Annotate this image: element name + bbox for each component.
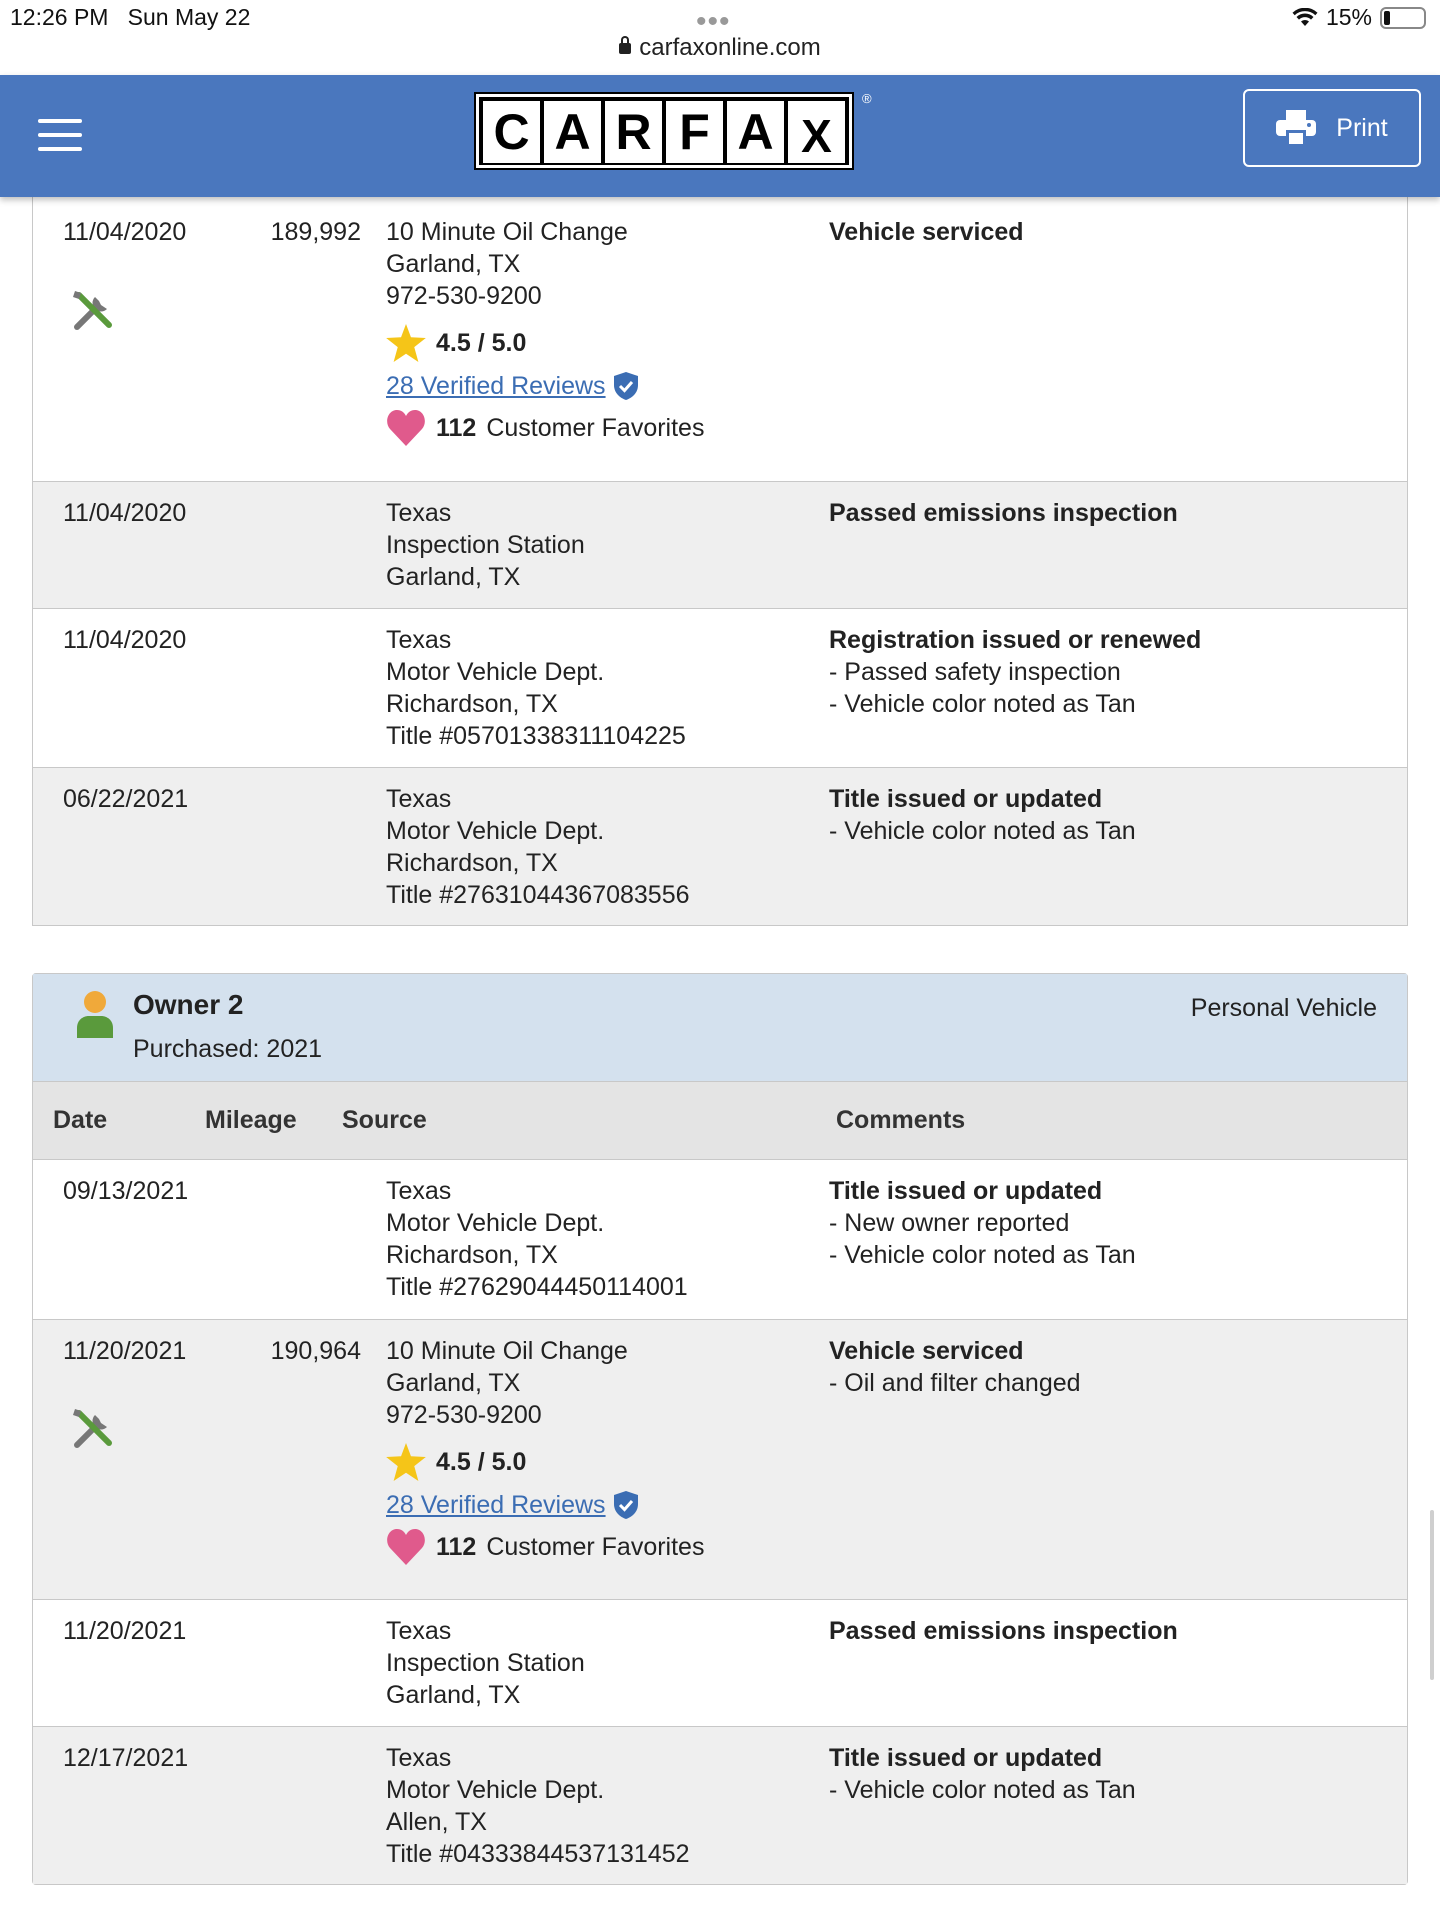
source-line: Texas: [386, 1177, 452, 1205]
star-icon: [386, 324, 426, 362]
source-line: Texas: [386, 1617, 452, 1645]
clock-date: Sun May 22: [127, 4, 251, 30]
record-source: [386, 783, 690, 911]
record-source: [386, 1175, 688, 1303]
customer-favorites: [386, 1529, 704, 1565]
battery-level: [1384, 11, 1390, 25]
record-date: 11/04/2020: [63, 626, 187, 654]
source-line: Title #04333844537131452: [386, 1840, 690, 1868]
customer-favorites: [386, 410, 704, 446]
owner-title: Owner 2: [133, 989, 244, 1020]
logo-letter: F: [666, 101, 723, 163]
status-time: [10, 4, 250, 31]
record-date: 11/20/2021: [63, 1617, 187, 1645]
record-date: 09/13/2021: [63, 1177, 189, 1205]
owner-vehicle-type: Personal Vehicle: [1190, 994, 1377, 1022]
star-icon: [386, 1443, 426, 1481]
print-button[interactable]: [1243, 89, 1421, 167]
source-line: Inspection Station: [386, 1649, 585, 1677]
hamburger-menu-icon[interactable]: [38, 119, 82, 151]
comment-title: Passed emissions inspection: [829, 1617, 1178, 1645]
record-date: 11/20/2021: [63, 1337, 187, 1365]
source-line: Garland, TX: [386, 250, 521, 278]
record-source: [386, 1615, 585, 1711]
table-row: [33, 1726, 1407, 1884]
source-line: Texas: [386, 626, 452, 654]
table-header: [33, 1082, 1407, 1160]
record-date: 11/04/2020: [63, 218, 187, 246]
registered-mark: ®: [862, 91, 872, 106]
rating: [386, 324, 704, 362]
source-line: Allen, TX: [386, 1808, 487, 1836]
column-header-date: Date: [53, 1106, 108, 1134]
record-source: [386, 1335, 704, 1565]
url-text: carfaxonline.com: [639, 34, 821, 61]
comment-title: Registration issued or renewed: [829, 626, 1202, 654]
table-row: [33, 481, 1407, 608]
table-row: [33, 1319, 1407, 1599]
address-bar[interactable]: [0, 34, 1440, 62]
source-line: Motor Vehicle Dept.: [386, 1209, 605, 1237]
source-line: Motor Vehicle Dept.: [386, 1776, 605, 1804]
rating-value: 4.5 / 5.0: [436, 329, 527, 357]
battery-icon: [1380, 7, 1426, 29]
table-row: [33, 608, 1407, 767]
comment-title: Vehicle serviced: [829, 1337, 1024, 1365]
comment-line: - Vehicle color noted as Tan: [829, 690, 1136, 718]
record-comments: [829, 624, 1201, 720]
print-label: Print: [1336, 113, 1388, 142]
favorites-count: 112: [436, 1533, 477, 1561]
carfax-logo[interactable]: [476, 94, 852, 168]
column-header-comments: Comments: [836, 1106, 966, 1134]
source-line: 10 Minute Oil Change: [386, 218, 628, 246]
source-line: Motor Vehicle Dept.: [386, 658, 605, 686]
table-row: [33, 1599, 1407, 1726]
record-comments: [829, 1335, 1081, 1399]
record-source: [386, 624, 686, 752]
record-source: [386, 216, 704, 446]
column-header-source: Source: [342, 1106, 427, 1134]
source-line: Garland, TX: [386, 1681, 521, 1709]
source-line: 972-530-9200: [386, 1401, 542, 1429]
rating-value: 4.5 / 5.0: [436, 1448, 527, 1476]
status-bar: [0, 0, 1440, 75]
verified-shield-icon: [614, 1491, 638, 1519]
comment-line: - Oil and filter changed: [829, 1369, 1081, 1397]
owner-purchased: Purchased: 2021: [133, 1035, 323, 1063]
battery-percent: 15%: [1325, 4, 1372, 30]
source-line: Garland, TX: [386, 563, 521, 591]
column-header-mileage: Mileage: [205, 1106, 297, 1134]
source-line: Richardson, TX: [386, 1241, 558, 1269]
comment-title: Passed emissions inspection: [829, 499, 1178, 527]
source-line: Richardson, TX: [386, 690, 558, 718]
reviews: [386, 370, 704, 402]
favorites-label: Customer Favorites: [486, 414, 705, 442]
comment-title: Title issued or updated: [829, 1177, 1103, 1205]
source-line: 10 Minute Oil Change: [386, 1337, 628, 1365]
source-line: Texas: [386, 785, 452, 813]
source-line: Richardson, TX: [386, 849, 558, 877]
comment-title: Title issued or updated: [829, 1744, 1103, 1772]
reviews: [386, 1489, 704, 1521]
site-header: [0, 75, 1440, 197]
source-line: Title #27631044367083556: [386, 881, 690, 909]
owner-header: [33, 974, 1407, 1082]
record-source: [386, 497, 585, 593]
source-line: Garland, TX: [386, 1369, 521, 1397]
logo-letter: A: [544, 101, 601, 163]
comment-line: - New owner reported: [829, 1209, 1070, 1237]
printer-icon: [1276, 110, 1316, 146]
table-row: [33, 767, 1407, 925]
status-indicators: [1292, 4, 1426, 31]
source-line: Inspection Station: [386, 531, 585, 559]
scroll-indicator[interactable]: [1430, 1510, 1434, 1680]
heart-icon: [386, 1529, 426, 1565]
table-row: [33, 1160, 1407, 1319]
favorites-label: Customer Favorites: [486, 1533, 705, 1561]
owner1-history-card: [32, 197, 1408, 926]
record-date: 06/22/2021: [63, 785, 189, 813]
heart-icon: [386, 410, 426, 446]
logo-letter: A: [727, 101, 784, 163]
record-mileage: 189,992: [270, 218, 361, 246]
source-line: Title #27629044450114001: [386, 1273, 688, 1301]
record-source: [386, 1742, 690, 1870]
comment-line: - Vehicle color noted as Tan: [829, 1241, 1136, 1269]
source-line: Motor Vehicle Dept.: [386, 817, 605, 845]
record-comments: [829, 1175, 1136, 1271]
owner2-history-card: [32, 973, 1408, 1885]
record-comments: [829, 783, 1136, 847]
logo-letter: X: [788, 101, 845, 163]
record-mileage: 190,964: [270, 1337, 361, 1365]
source-line: Texas: [386, 1744, 452, 1772]
source-line: 972-530-9200: [386, 282, 542, 310]
wrench-screwdriver-icon: [69, 287, 117, 335]
source-line: Texas: [386, 499, 452, 527]
verified-shield-icon: [614, 372, 638, 400]
comment-title: Vehicle serviced: [829, 218, 1024, 246]
record-comments: [829, 1742, 1136, 1806]
record-date: 12/17/2021: [63, 1744, 189, 1772]
source-line: Title #05701338311104225: [386, 722, 686, 750]
comment-line: - Vehicle color noted as Tan: [829, 817, 1136, 845]
tab-overflow-dots-icon[interactable]: •••: [696, 5, 731, 38]
verified-reviews-link[interactable]: 28 Verified Reviews: [386, 1491, 606, 1519]
wrench-screwdriver-icon: [69, 1405, 117, 1453]
logo-letter: C: [483, 101, 540, 163]
rating: [386, 1443, 704, 1481]
table-row: [33, 197, 1407, 481]
comment-line: - Passed safety inspection: [829, 658, 1121, 686]
verified-reviews-link[interactable]: 28 Verified Reviews: [386, 372, 606, 400]
logo-letter: R: [605, 101, 662, 163]
comment-line: - Vehicle color noted as Tan: [829, 1776, 1136, 1804]
record-date: 11/04/2020: [63, 499, 187, 527]
favorites-count: 112: [436, 414, 477, 442]
comment-title: Title issued or updated: [829, 785, 1103, 813]
clock-time: 12:26 PM: [10, 4, 109, 30]
person-icon: [75, 990, 115, 1038]
lock-icon: [619, 43, 631, 54]
wifi-icon: [1292, 8, 1318, 28]
